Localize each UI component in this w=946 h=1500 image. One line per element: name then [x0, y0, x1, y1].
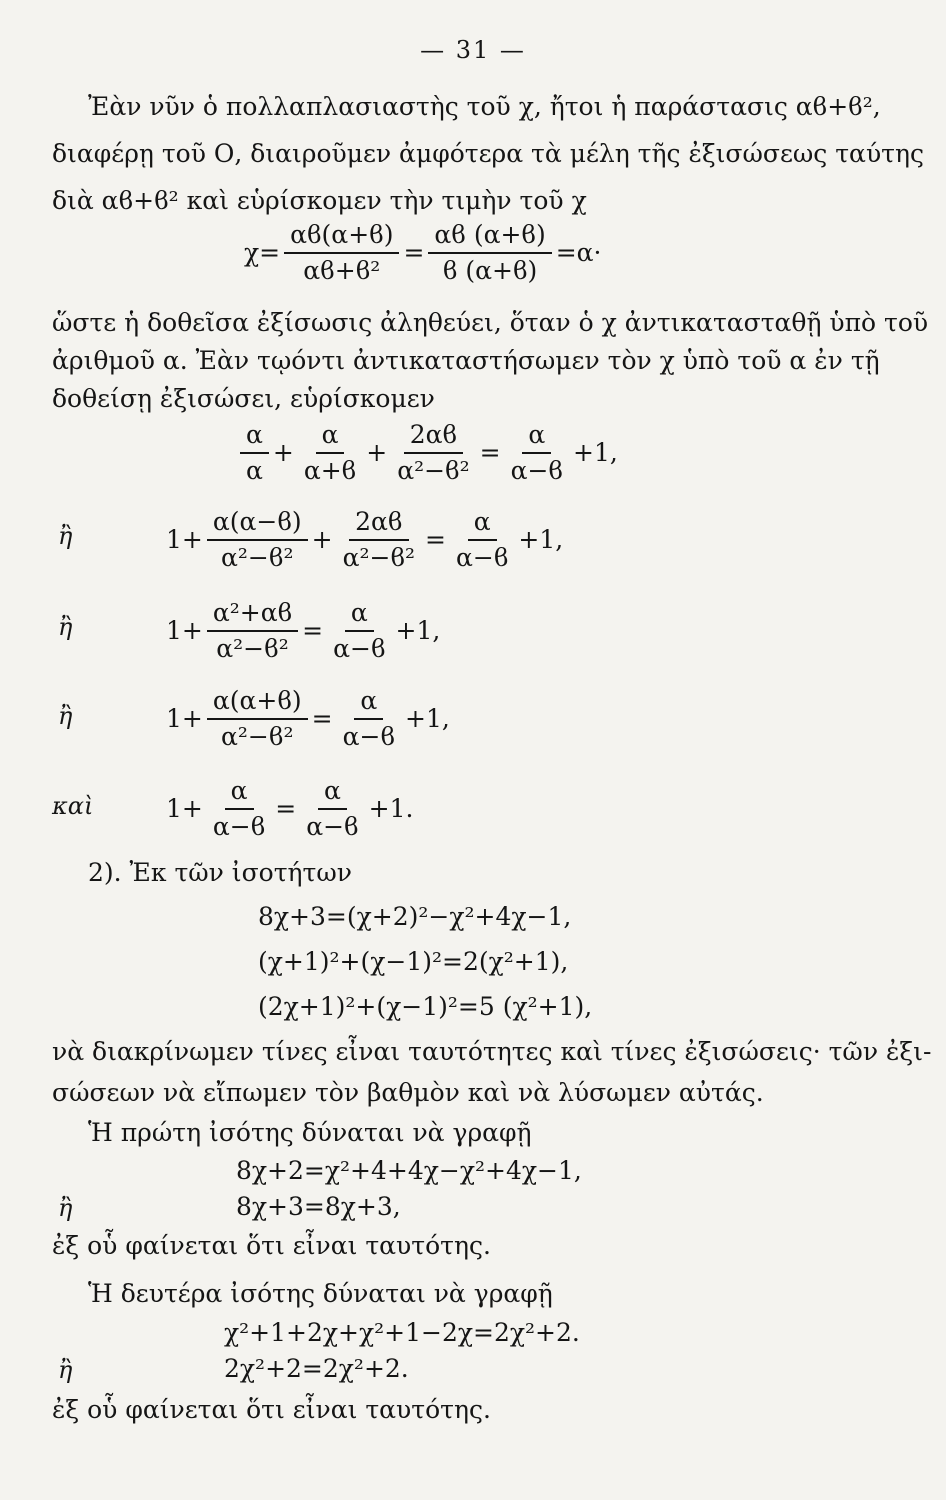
equation-step-3: [166, 684, 450, 754]
eq2-plus-1: +: [272, 438, 294, 467]
eq2-c-denominator: α²−ϐ²: [397, 456, 470, 485]
para2-line1: ὥστε ἡ δοθεῖσα ἐξίσωσις ἀληθεύει, ὅταν ὁ χ ἀντικατασταθῇ ὑπὸ τοῦ: [52, 308, 929, 337]
eq5-a-numerator: α(α+ϐ): [207, 684, 308, 720]
eq6-one: 1+: [166, 794, 203, 823]
eq6-a-denominator: α−ϐ: [212, 812, 266, 841]
eq2-tail: +1,: [573, 438, 618, 467]
eq1-f1-denominator: αϐ+ϐ²: [303, 256, 381, 285]
first-identity-intro: Ἡ πρώτη ἰσότης δύναται νὰ γραφῇ: [88, 1118, 532, 1147]
equation-substituted: [236, 418, 618, 488]
eq5-a-denominator: α²−ϐ²: [221, 722, 294, 751]
eq1-f2-denominator: ϐ (α+ϐ): [442, 256, 538, 285]
eq4-fraction-b: [327, 596, 391, 666]
equation-x-value: [244, 218, 602, 288]
eq5-b-denominator: α−ϐ: [342, 722, 396, 751]
eq6-b-numerator: α: [318, 774, 347, 810]
eq1-fraction-2: [428, 218, 551, 288]
section-2-intro: 2). Ἐκ τῶν ἰσοτήτων: [88, 858, 352, 887]
eq3-one: 1+: [166, 525, 203, 554]
identity-2: (χ+1)²+(χ−1)²=2(χ²+1),: [258, 947, 569, 976]
eq6-equals: =: [275, 794, 297, 823]
para1-line3: διὰ αϐ+ϐ² καὶ εὑρίσκομεν τὴν τιμὴν τοῦ χ: [52, 186, 587, 215]
eq5-fraction-b: [337, 684, 401, 754]
page-number: — 31 —: [420, 36, 526, 64]
first-identity-eq2-lead: ἢ: [58, 1194, 73, 1222]
eq5-fraction-a: [207, 684, 308, 754]
eq3-a-denominator: α²−ϐ²: [221, 543, 294, 572]
para2-line2: ἀριθμοῦ α. Ἐὰν τῳόντι ἀντικαταστήσωμεν τὸν χ ὑπὸ τοῦ α ἐν τῇ: [52, 346, 880, 375]
eq3-b-denominator: α²−ϐ²: [342, 543, 416, 572]
para3-line1: νὰ διακρίνωμεν τίνες εἶναι ταυτότητες καὶ τίνες ἐξισώσεις· τῶν ἐξι-: [52, 1037, 932, 1066]
eq4-lead: ἢ: [58, 613, 73, 641]
eq2-fraction-c: [391, 418, 475, 488]
eq3-a-numerator: α(α−ϐ): [207, 505, 308, 541]
eq2-fraction-a: [240, 418, 269, 488]
para1-line1: Ἐὰν νῦν ὁ πολλαπλασιαστὴς τοῦ χ, ἤτοι ἡ παράστασις αϐ+ϐ²,: [88, 92, 881, 121]
identity-1: 8χ+3=(χ+2)²−χ²+4χ−1,: [258, 902, 572, 931]
second-identity-conclusion: ἐξ οὗ φαίνεται ὅτι εἶναι ταυτότης.: [52, 1395, 491, 1424]
eq4-equals: =: [302, 616, 324, 645]
eq3-c-numerator: α: [468, 505, 497, 541]
second-identity-intro: Ἡ δευτέρα ἰσότης δύναται νὰ γραφῇ: [88, 1279, 553, 1308]
eq6-tail: +1.: [368, 794, 414, 823]
eq3-c-denominator: α−ϐ: [456, 543, 509, 572]
equation-step-2: [166, 596, 440, 666]
identity-3: (2χ+1)²+(χ−1)²=5 (χ²+1),: [258, 992, 593, 1021]
eq6-a-numerator: α: [225, 774, 254, 810]
second-identity-eq2: 2χ²+2=2χ²+2.: [224, 1354, 409, 1383]
equation-step-1: [166, 505, 563, 575]
eq2-b-numerator: α: [316, 418, 345, 454]
eq3-lead: ἢ: [58, 522, 73, 550]
eq2-d-denominator: α−ϐ: [510, 456, 563, 485]
first-identity-eq1: 8χ+2=χ²+4+4χ−χ²+4χ−1,: [236, 1156, 582, 1185]
first-identity-conclusion: ἐξ οὗ φαίνεται ὅτι εἶναι ταυτότης.: [52, 1231, 491, 1260]
eq1-f2-numerator: αϐ (α+ϐ): [428, 218, 551, 254]
eq1-f1-numerator: αϐ(α+ϐ): [284, 218, 399, 254]
eq4-tail: +1,: [395, 616, 441, 645]
eq5-lead: ἢ: [58, 702, 73, 730]
eq1-lhs: χ=: [244, 238, 281, 267]
eq3-plus: +: [311, 525, 333, 554]
eq2-equals: =: [479, 438, 501, 467]
eq2-plus-2: +: [366, 438, 388, 467]
eq6-lead: καὶ: [52, 792, 94, 820]
eq1-fraction-1: [284, 218, 399, 288]
eq4-b-numerator: α: [345, 596, 374, 632]
eq4-a-numerator: α²+αϐ: [207, 596, 298, 632]
eq6-b-denominator: α−ϐ: [306, 812, 359, 841]
eq5-tail: +1,: [405, 704, 450, 733]
equation-step-4: [166, 774, 413, 844]
eq3-fraction-b: [337, 505, 421, 575]
para3-line2: σώσεων νὰ εἴπωμεν τὸν βαθμὸν καὶ νὰ λύσωμεν αὐτάς.: [52, 1078, 764, 1107]
eq4-b-denominator: α−ϐ: [333, 634, 386, 663]
first-identity-eq2: 8χ+3=8χ+3,: [236, 1192, 401, 1221]
eq3-tail: +1,: [518, 525, 564, 554]
eq2-fraction-d: [505, 418, 569, 488]
eq1-equals: =: [403, 238, 425, 267]
second-identity-eq2-lead: ἢ: [58, 1356, 73, 1384]
eq3-fraction-a: [207, 505, 308, 575]
eq3-equals: =: [425, 525, 446, 554]
eq5-equals: =: [311, 704, 333, 733]
eq6-fraction-a: [207, 774, 271, 844]
eq3-fraction-c: [450, 505, 514, 575]
eq5-one: 1+: [166, 704, 203, 733]
eq6-fraction-b: [300, 774, 364, 844]
eq3-b-numerator: 2αϐ: [349, 505, 408, 541]
eq1-rhs: =α·: [555, 238, 602, 267]
second-identity-eq1: χ²+1+2χ+χ²+1−2χ=2χ²+2.: [224, 1318, 580, 1347]
eq2-a-numerator: α: [240, 418, 269, 454]
eq4-fraction-a: [207, 596, 298, 666]
eq4-one: 1+: [166, 616, 203, 645]
eq2-c-numerator: 2αϐ: [404, 418, 463, 454]
para1-line2: διαφέρῃ τοῦ Ο, διαιροῦμεν ἀμφότερα τὰ μέλη τῆς ἐξισώσεως ταύτης: [52, 139, 924, 168]
eq2-b-denominator: α+ϐ: [303, 456, 357, 485]
eq2-a-denominator: α: [246, 456, 263, 485]
eq2-d-numerator: α: [522, 418, 551, 454]
eq5-b-numerator: α: [354, 684, 383, 720]
eq4-a-denominator: α²−ϐ²: [216, 634, 289, 663]
para2-line3: δοθείσῃ ἐξισώσει, εὑρίσκομεν: [52, 384, 435, 413]
eq2-fraction-b: [298, 418, 362, 488]
